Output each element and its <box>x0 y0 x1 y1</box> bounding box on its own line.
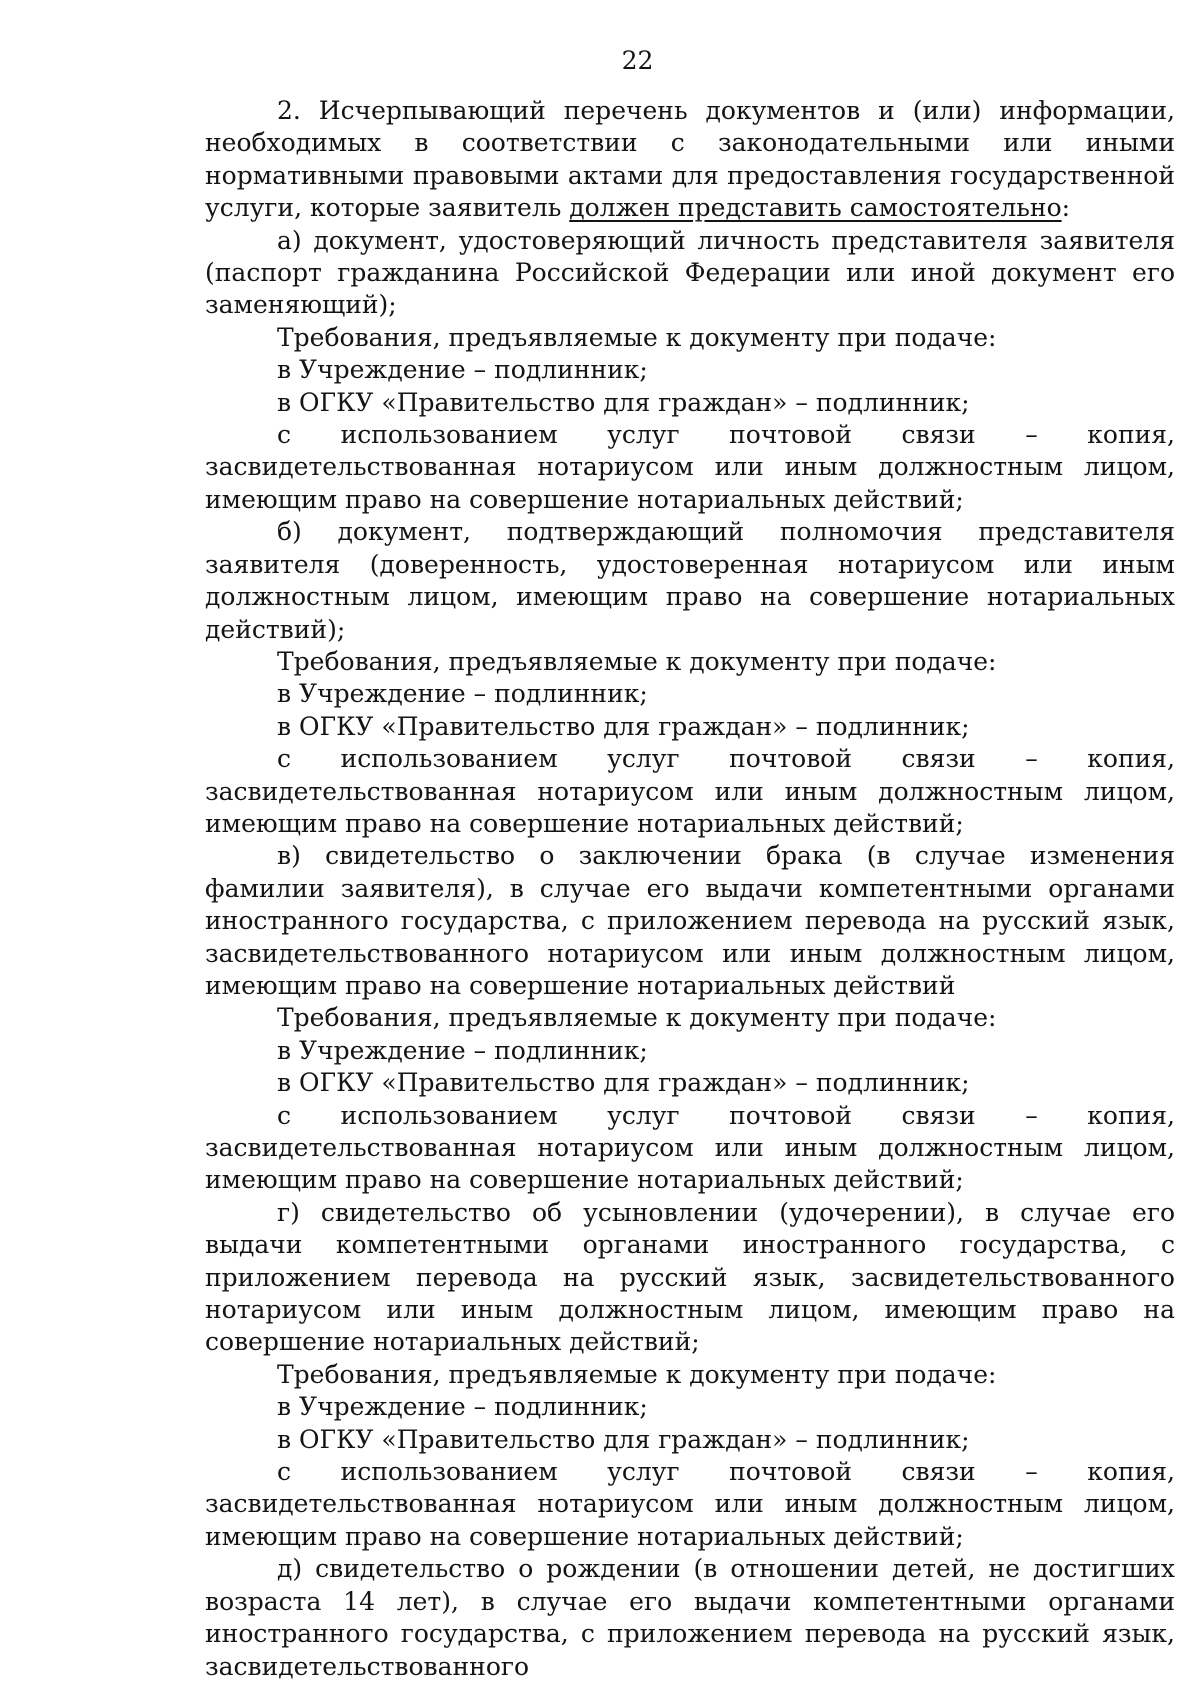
paragraph-requirements: Требования, предъявляемые к документу при подаче: <box>277 646 997 676</box>
paragraph-institution: в Учреждение – подлинник; <box>277 1392 648 1422</box>
paragraph-postal: с использованием услуг почтовой связи – копия, засвидетельствованная нотариусом или иным должностным лицом, имеющим право на совершение нотариальных действий; <box>205 1457 1175 1551</box>
document-body <box>205 95 1175 1683</box>
paragraph-item-d: д) свидетельство о рождении (в отношении детей, не достигших возраста 14 лет), в случае его выдачи компетентными органами иностранного государства, с приложением перевода на русский язык, засвидетельствованного <box>205 1554 1175 1681</box>
intro-text: 2. Исчерпывающий перечень документов и (или) информации, необходимых в соответствии с законодательными или иными нормативными правовыми актами для предоставления государственной услуги, которые заявитель <box>205 96 1175 223</box>
underlined-phrase: должен представить самостоятельно <box>569 193 1062 223</box>
paragraph-item-v: в) свидетельство о заключении брака (в случае изменения фамилии заявителя), в случае его выдачи компетентными органами иностранного государства, с приложением перевода на русский язык, засвидетельствованного нотариусом или иным должностным лицом, имеющим право на совершение нотариальных действий <box>205 841 1175 1000</box>
paragraph-ogku: в ОГКУ «Правительство для граждан» – подлинник; <box>277 711 970 741</box>
paragraph-ogku: в ОГКУ «Правительство для граждан» – подлинник; <box>277 1068 970 1098</box>
page-number: 22 <box>621 46 654 75</box>
paragraph-postal: с использованием услуг почтовой связи – копия, засвидетельствованная нотариусом или иным должностным лицом, имеющим право на совершение нотариальных действий; <box>205 744 1175 838</box>
paragraph-item-a: а) документ, удостоверяющий личность представителя заявителя (паспорт гражданина Российской Федерации или иной документ его заменяющий); <box>205 225 1175 320</box>
paragraph-institution: в Учреждение – подлинник; <box>277 355 648 385</box>
intro-colon: : <box>1061 193 1071 223</box>
paragraph-institution: в Учреждение – подлинник; <box>277 1035 648 1065</box>
paragraph-documents-intro <box>205 95 1175 225</box>
paragraph-postal: с использованием услуг почтовой связи – копия, засвидетельствованная нотариусом или иным должностным лицом, имеющим право на совершение нотариальных действий; <box>205 420 1175 514</box>
paragraph-requirements: Требования, предъявляемые к документу при подаче: <box>277 1003 997 1033</box>
paragraph-institution: в Учреждение – подлинник; <box>277 679 648 709</box>
paragraph-ogku: в ОГКУ «Правительство для граждан» – подлинник; <box>277 387 970 417</box>
paragraph-ogku: в ОГКУ «Правительство для граждан» – подлинник; <box>277 1424 970 1454</box>
paragraph-item-b: б) документ, подтверждающий полномочия представителя заявителя (доверенность, удостоверенная нотариусом или иным должностным лицом, имеющим право на совершение нотариальных действий); <box>205 517 1175 644</box>
paragraph-requirements: Требования, предъявляемые к документу при подаче: <box>277 322 997 352</box>
paragraph-postal: с использованием услуг почтовой связи – копия, засвидетельствованная нотариусом или иным должностным лицом, имеющим право на совершение нотариальных действий; <box>205 1100 1175 1195</box>
paragraph-requirements: Требования, предъявляемые к документу при подаче: <box>277 1359 997 1389</box>
paragraph-item-g: г) свидетельство об усыновлении (удочерении), в случае его выдачи компетентными органами иностранного государства, с приложением перевода на русский язык, засвидетельствованного нотариусом или иным должностным лицом, имеющим право на совершение нотариальных действий; <box>205 1197 1175 1357</box>
